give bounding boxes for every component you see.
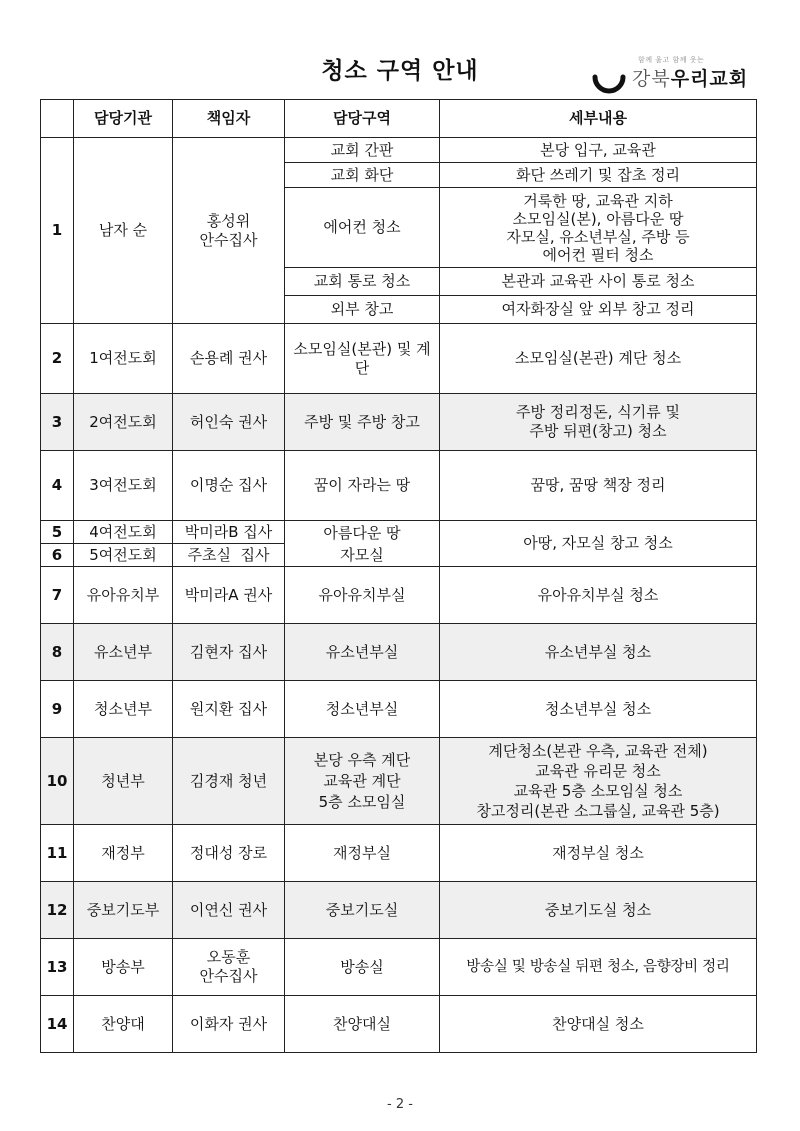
leader-cell: 손용례 권사: [173, 324, 285, 394]
leader-cell: 이명순 집사: [173, 451, 285, 521]
org-cell: 재정부: [74, 825, 173, 882]
area-cell: 재정부실: [285, 825, 440, 882]
org-cell: 유아유치부: [74, 567, 173, 624]
header-detail: 세부내용: [440, 100, 757, 138]
detail-cell: 화단 쓰레기 및 잡초 정리: [440, 163, 757, 188]
area-cell: 외부 창고: [285, 296, 440, 324]
leader-cell: 홍성위 안수집사: [173, 138, 285, 324]
table-row: [41, 939, 757, 996]
header-org: 담당기관: [74, 100, 173, 138]
document-title: 청소 구역 안내: [321, 58, 479, 84]
header-leader: 책임자: [173, 100, 285, 138]
header-area: 담당구역: [285, 100, 440, 138]
org-cell: 청소년부: [74, 681, 173, 738]
header-num: [41, 100, 74, 138]
detail-cell: 본당 입구, 교육관: [440, 138, 757, 163]
row-number: 14: [41, 996, 74, 1053]
church-logo: [592, 50, 762, 104]
detail-cell: 유아유치부실 청소: [440, 567, 757, 624]
row-number: 10: [41, 738, 74, 825]
cleaning-roster-table: [40, 99, 757, 1053]
page-number: - 2 -: [387, 1097, 413, 1112]
logo-arc-icon: [592, 60, 626, 94]
leader-cell: 박미라A 권사: [173, 567, 285, 624]
detail-cell: 여자화장실 앞 외부 창고 정리: [440, 296, 757, 324]
detail-cell: 재정부실 청소: [440, 825, 757, 882]
area-cell: 중보기도실: [285, 882, 440, 939]
leader-cell: 허인숙 권사: [173, 394, 285, 451]
area-cell: 본당 우측 계단 교육관 계단 5층 소모임실: [285, 738, 440, 825]
table-row: [41, 324, 757, 394]
leader-cell: 이화자 권사: [173, 996, 285, 1053]
org-cell: 남자 순: [74, 138, 173, 324]
leader-cell: 정대성 장로: [173, 825, 285, 882]
leader-cell: 이연신 권사: [173, 882, 285, 939]
org-cell: 찬양대: [74, 996, 173, 1053]
leader-cell: 김현자 집사: [173, 624, 285, 681]
detail-cell: 주방 정리정돈, 식기류 및 주방 뒤편(창고) 청소: [440, 394, 757, 451]
detail-cell: 유소년부실 청소: [440, 624, 757, 681]
row-number: 13: [41, 939, 74, 996]
row-number: 5: [41, 521, 74, 544]
org-cell: 5여전도회: [74, 544, 173, 567]
table-row: [41, 138, 757, 163]
detail-cell: 본관과 교육관 사이 통로 청소: [440, 268, 757, 296]
row-number: 11: [41, 825, 74, 882]
area-cell: 교회 통로 청소: [285, 268, 440, 296]
org-cell: 유소년부: [74, 624, 173, 681]
table-row: [41, 825, 757, 882]
area-cell: 유아유치부실: [285, 567, 440, 624]
leader-cell: 오동훈 안수집사: [173, 939, 285, 996]
area-cell: 방송실: [285, 939, 440, 996]
table-row: [41, 996, 757, 1053]
org-cell: 중보기도부: [74, 882, 173, 939]
row-number: 3: [41, 394, 74, 451]
area-cell: 소모임실(본관) 및 계단: [285, 324, 440, 394]
area-cell: 찬양대실: [285, 996, 440, 1053]
area-cell: 교회 간판: [285, 138, 440, 163]
logo-name-part1: 강북: [632, 68, 671, 90]
row-number: 1: [41, 138, 74, 324]
detail-cell: 중보기도실 청소: [440, 882, 757, 939]
area-cell: 아름다운 땅 자모실: [285, 521, 440, 567]
logo-name-part2: 우리교회: [670, 68, 749, 90]
org-cell: 4여전도회: [74, 521, 173, 544]
table-row: [41, 681, 757, 738]
detail-cell: 청소년부실 청소: [440, 681, 757, 738]
table-row: [41, 394, 757, 451]
row-number: 6: [41, 544, 74, 567]
org-cell: 3여전도회: [74, 451, 173, 521]
leader-cell: 원지환 집사: [173, 681, 285, 738]
row-number: 7: [41, 567, 74, 624]
detail-cell: 꿈땅, 꿈땅 책장 정리: [440, 451, 757, 521]
detail-cell: 계단청소(본관 우측, 교육관 전체) 교육관 유리문 청소 교육관 5층 소모임실 청소 창고정리(본관 소그룹실, 교육관 5층): [440, 738, 757, 825]
logo-tagline: 함께 울고 함께 웃는: [638, 56, 705, 64]
header-row: [41, 100, 757, 138]
detail-cell: 방송실 및 방송실 뒤편 청소, 음향장비 정리: [440, 939, 757, 996]
area-cell: 청소년부실: [285, 681, 440, 738]
row-number: 4: [41, 451, 74, 521]
detail-cell: 찬양대실 청소: [440, 996, 757, 1053]
table-row: [41, 624, 757, 681]
leader-cell: 김경재 청년: [173, 738, 285, 825]
org-cell: 1여전도회: [74, 324, 173, 394]
org-cell: 2여전도회: [74, 394, 173, 451]
row-number: 2: [41, 324, 74, 394]
org-cell: 청년부: [74, 738, 173, 825]
area-cell: 에어컨 청소: [285, 188, 440, 268]
area-cell: 주방 및 주방 창고: [285, 394, 440, 451]
row-number: 12: [41, 882, 74, 939]
detail-cell: 아땅, 자모실 창고 청소: [440, 521, 757, 567]
logo-name: [632, 64, 748, 91]
table-row: [41, 451, 757, 521]
leader-cell: 주초실 집사: [173, 544, 285, 567]
detail-cell: 거룩한 땅, 교육관 지하 소모임실(본), 아름다운 땅 자모실, 유소년부실, 주방 등 에어컨 필터 청소: [440, 188, 757, 268]
leader-cell: 박미라B 집사: [173, 521, 285, 544]
row-number: 8: [41, 624, 74, 681]
table-row: [41, 882, 757, 939]
row-number: 9: [41, 681, 74, 738]
area-cell: 교회 화단: [285, 163, 440, 188]
org-cell: 방송부: [74, 939, 173, 996]
table-row: [41, 567, 757, 624]
table-row: [41, 738, 757, 825]
area-cell: 유소년부실: [285, 624, 440, 681]
table-row: [41, 521, 757, 544]
detail-cell: 소모임실(본관) 계단 청소: [440, 324, 757, 394]
area-cell: 꿈이 자라는 땅: [285, 451, 440, 521]
